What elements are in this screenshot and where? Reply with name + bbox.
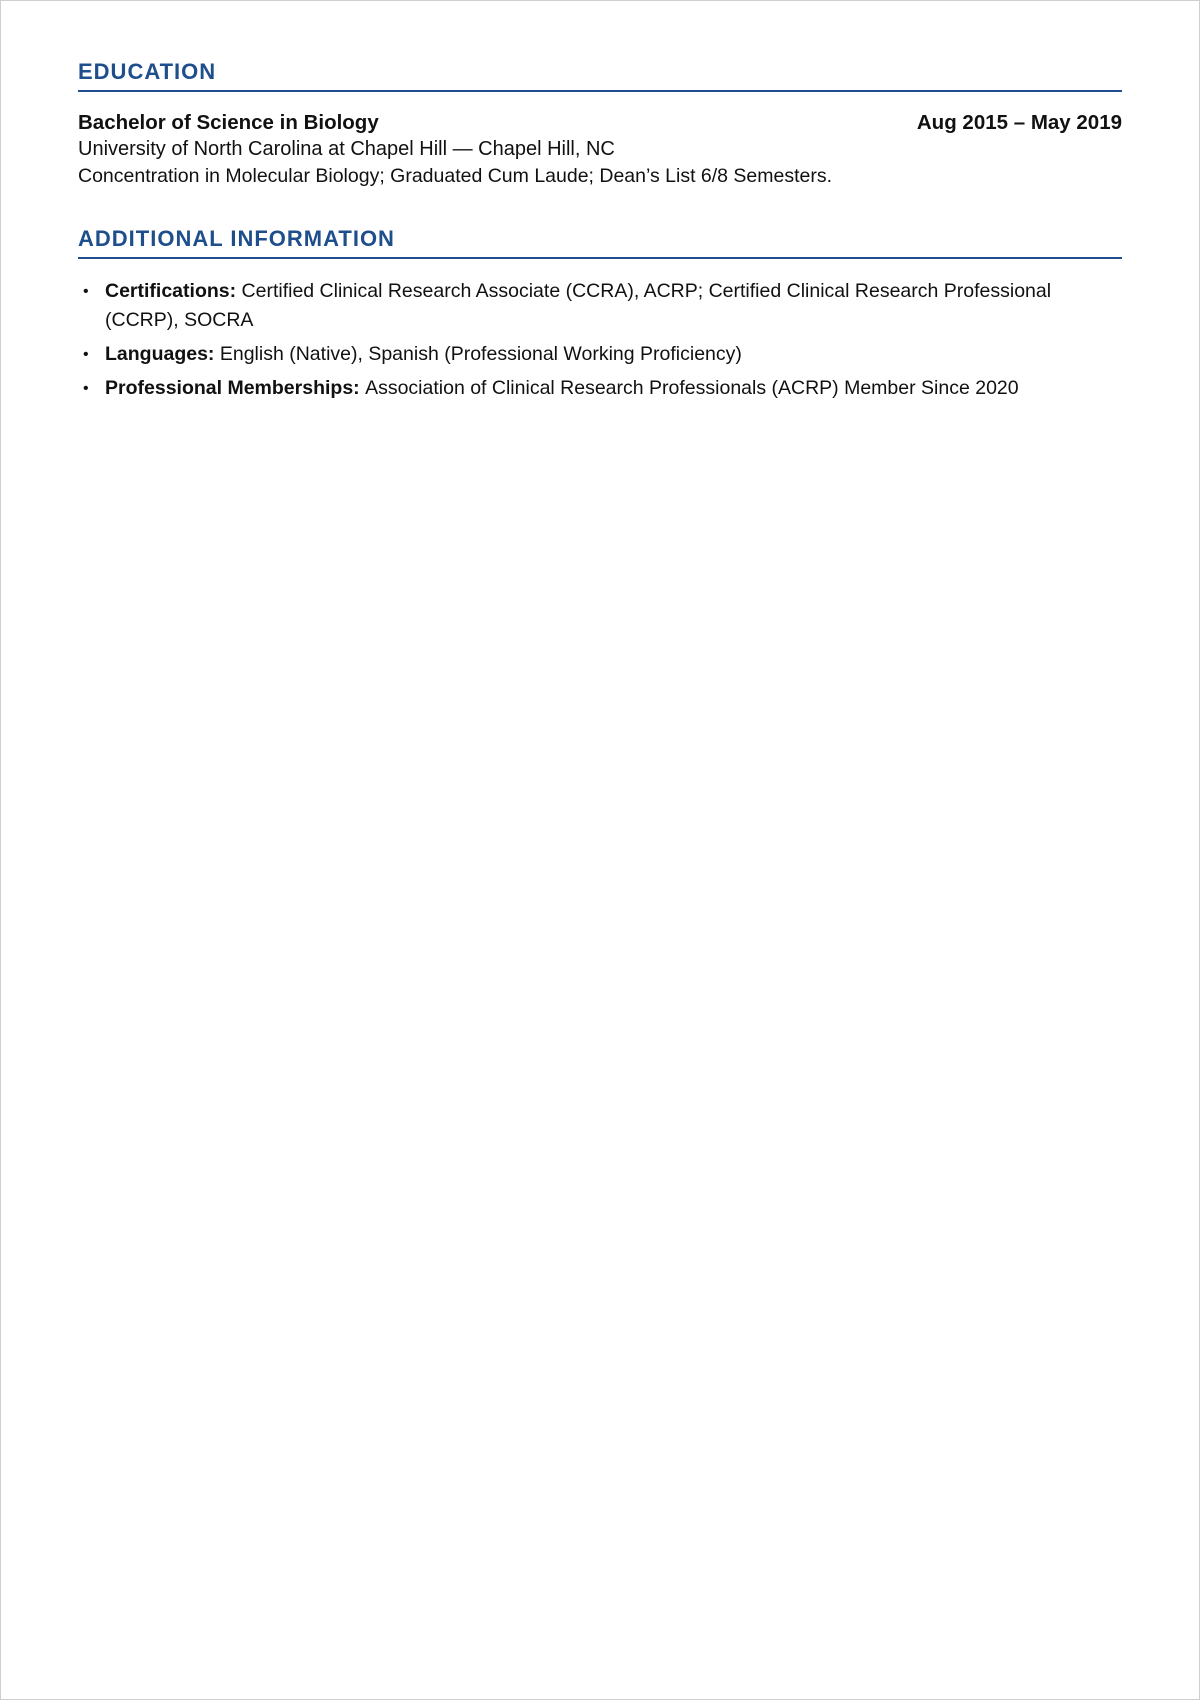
education-heading: EDUCATION [78, 59, 1122, 92]
list-item-label: Professional Memberships: [105, 377, 366, 399]
bullet-icon: • [83, 380, 89, 397]
bullet-icon: • [83, 283, 89, 300]
list-item-languages [83, 340, 1122, 369]
bullet-icon: • [83, 346, 89, 363]
list-item-label: Certifications: [105, 280, 242, 302]
education-section [78, 59, 1122, 190]
list-item-certifications [83, 277, 1122, 335]
education-entry-header [78, 110, 1122, 136]
education-details: Concentration in Molecular Biology; Graduated Cum Laude; Dean’s List 6/8 Semesters. [78, 165, 833, 187]
degree-title: Bachelor of Science in Biology [78, 111, 379, 134]
education-dates: Aug 2015 – May 2019 [916, 111, 1122, 134]
list-item-text: Association of Clinical Research Professionals (ACRP) Member Since 2020 [365, 377, 1019, 399]
list-item-memberships [83, 374, 1122, 403]
education-entry [78, 110, 1122, 190]
additional-information-list [78, 277, 1122, 403]
school-name: University of North Carolina at Chapel Hill — Chapel Hill, NC [78, 138, 615, 160]
additional-information-heading: ADDITIONAL INFORMATION [78, 226, 1122, 259]
additional-information-section [78, 226, 1122, 403]
list-item-text: Certified Clinical Research Associate (CCRA), ACRP; Certified Clinical Research Professional (CCRP), SOCRA [105, 280, 1052, 331]
list-item-text: English (Native), Spanish (Professional Working Proficiency) [219, 343, 742, 365]
list-item-label: Languages: [105, 343, 220, 365]
